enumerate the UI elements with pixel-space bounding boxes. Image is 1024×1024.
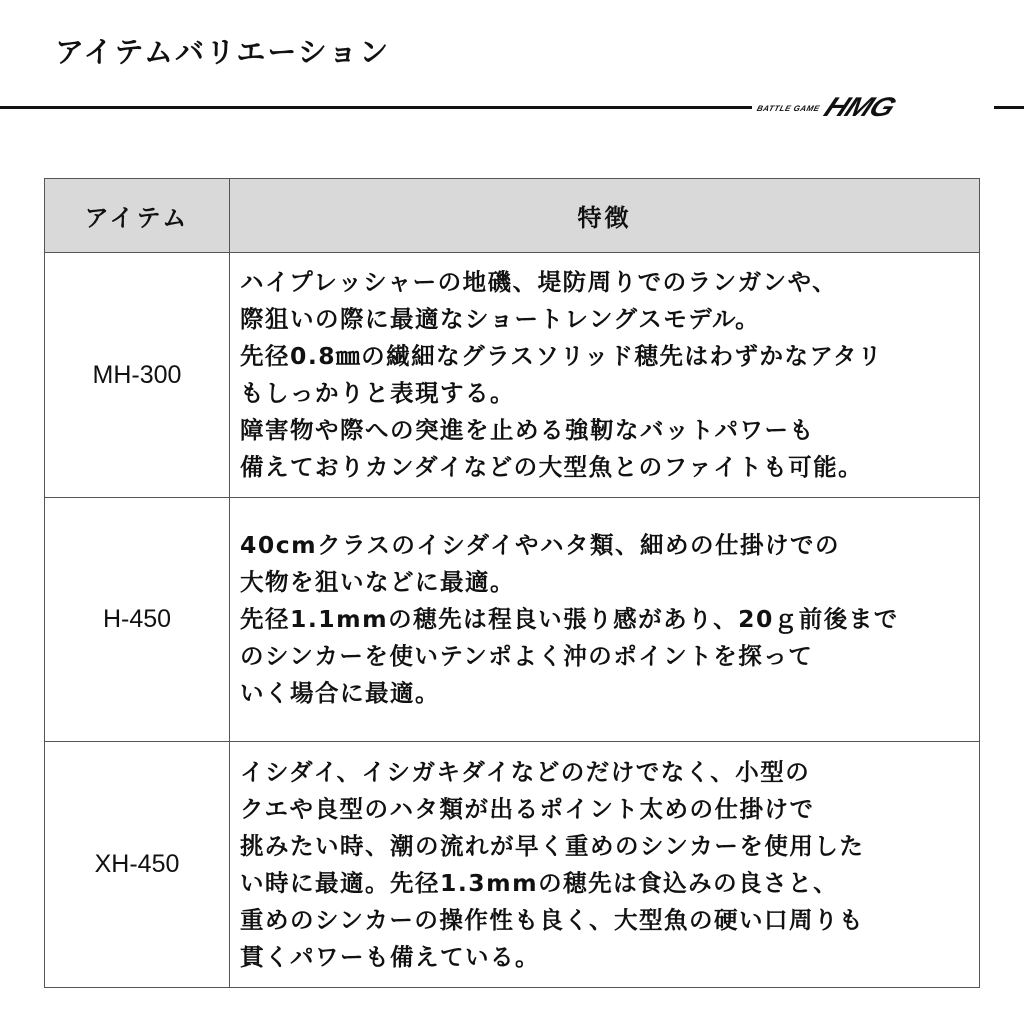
description-line: いく場合に最適。 [240,679,440,707]
item-name: MH-300 [45,253,230,498]
logo-wordmark: HMG [818,92,900,123]
description-line: 際狙いの際に最適なショートレングスモデル。 [240,305,761,333]
description-line: 先径0.8㎜の繊細なグラスソリッド穂先はわずかなアタリ [240,342,883,370]
item-description [230,498,980,742]
logo-subtitle: BATTLE GAME [755,103,821,113]
description-line: 重めのシンカーの操作性も良く、大型魚の硬い口周りも [240,905,864,934]
table-row [45,253,980,498]
description-line: イシダイ、イシガキダイなどのだけでなく、小型の [240,757,811,786]
item-name: H-450 [45,498,230,742]
description-line: 貫くパワーも備えている。 [240,942,540,971]
description-line: もしっかりと表現する。 [240,379,515,407]
table-header-row [45,179,980,253]
description-line: ハイプレッシャーの地磯、堤防周りでのランガンや、 [240,268,838,296]
brand-logo [757,90,993,126]
description-line: のシンカーを使いテンポよく沖のポイントを探って [240,642,814,670]
description-line: 備えておりカンダイなどの大型魚とのファイトも可能。 [240,453,864,481]
title-divider-line-end [994,106,1024,109]
description-line: 大物を狙いなどに最適。 [240,568,515,596]
table-row [45,742,980,988]
description-line: 障害物や際への突進を止める強靭なバットパワーも [240,416,815,444]
header-features: 特徴 [230,179,980,253]
description-line: 先径1.1mmの穂先は程良い張り感があり、20ｇ前後まで [240,605,899,633]
table-row [45,498,980,742]
item-variation-table [44,178,980,988]
item-name: XH-450 [45,742,230,988]
title-divider-line [0,106,752,109]
description-line: 40cmクラスのイシダイやハタ類、細めの仕掛けでの [240,531,841,559]
item-description [230,253,980,498]
item-description [230,742,980,988]
header-item: アイテム [45,179,230,253]
description-line: 挑みたい時、潮の流れが早く重めのシンカーを使用した [240,831,865,860]
description-line: クエや良型のハタ類が出るポイント太めの仕掛けで [240,794,815,823]
description-line: い時に最適。先径1.3mmの穂先は食込みの良さと、 [240,868,839,897]
page-title: アイテムバリエーション [55,35,391,69]
